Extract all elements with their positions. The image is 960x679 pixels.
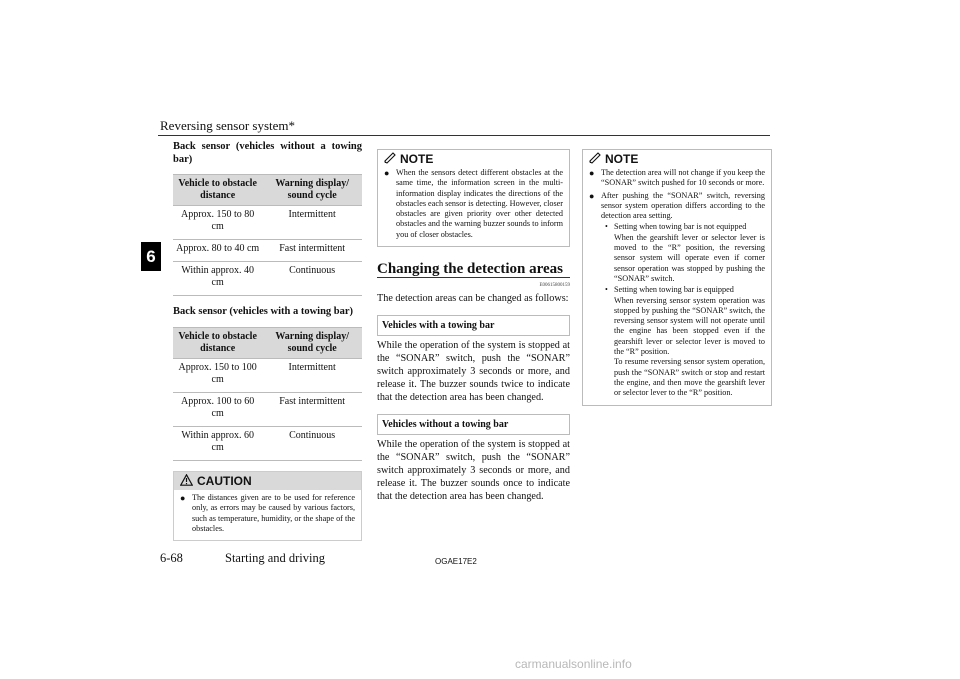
note-item-text: The detection area will not change if you keep the “SONAR” switch pushed for 10 seconds or more.	[601, 168, 765, 188]
caution-item	[174, 490, 361, 534]
column-2	[377, 149, 570, 503]
table-header-cell: Vehicle to obstacle distance	[173, 327, 262, 358]
distance-table-without-towing-bar	[173, 174, 362, 296]
bullet-icon: ●	[589, 190, 595, 201]
warning-triangle-icon	[180, 474, 193, 489]
note-item	[589, 191, 765, 399]
sub-bullet-icon: •	[605, 285, 608, 295]
table-cell: Intermittent	[262, 358, 362, 392]
bullet-icon: ●	[180, 493, 186, 503]
note-pencil-icon	[589, 152, 601, 167]
footer-doc-code: OGAE17E2	[435, 557, 477, 566]
table-header-row	[173, 327, 362, 358]
section-title-without-towing-bar: Back sensor (vehicles without a towing bar)	[173, 141, 362, 165]
sub-list-item	[601, 222, 765, 284]
section-code: E00615800159	[539, 283, 570, 289]
note-pencil-icon	[384, 152, 396, 167]
sub-item-text: When reversing sensor system operation was stopped by pushing the “SONAR” switch, the reversing sensor system will not operate until the engine has been stopped even if the gearshift lever or selector lever is moved to the “R” position.	[614, 295, 765, 357]
sub-item-text: When the gearshift lever or selector lever is moved to the “R” position, the reversing sensor system will operate even if corner sensor operation was stopped by pushing the “SONAR” switch.	[614, 232, 765, 283]
note-label: NOTE	[605, 151, 639, 166]
section-heading: Changing the detection areas	[377, 261, 563, 278]
note-item	[589, 168, 765, 189]
table-cell: Fast intermittent	[262, 392, 362, 426]
note-item	[384, 168, 563, 240]
subheading-with-towing-bar: Vehicles with a towing bar	[377, 315, 570, 336]
chapter-tab: 6	[141, 242, 161, 271]
table-cell: Approx. 150 to 80 cm	[173, 206, 262, 240]
note-item-text: After pushing the “SONAR” switch, reversing sensor system operation differs according to the detection area setting.	[601, 190, 765, 221]
caution-box	[173, 471, 362, 542]
table-row	[173, 240, 362, 262]
column-1	[173, 141, 362, 541]
table-cell: Approx. 80 to 40 cm	[173, 240, 262, 262]
table-row	[173, 206, 362, 240]
with-towing-bar-text: While the operation of the system is stopped at the “SONAR” switch, push the “SONAR” switch approximately 3 seconds or more, and release it. The buzzer sounds twice to indicate that the detection area has been changed.	[377, 340, 570, 404]
table-cell: Continuous	[262, 262, 362, 296]
table-cell: Fast intermittent	[262, 240, 362, 262]
sub-item-title: Setting when towing bar is not equipped	[614, 222, 747, 232]
caution-label: CAUTION	[197, 473, 252, 488]
column-3	[582, 149, 772, 406]
table-cell: Approx. 150 to 100 cm	[173, 358, 262, 392]
sub-list-item	[601, 285, 765, 398]
note-header	[384, 150, 563, 168]
footer-section-title: Starting and driving	[225, 551, 325, 565]
table-header-row	[173, 175, 362, 206]
section-title-with-towing-bar: Back sensor (vehicles with a towing bar)	[173, 306, 354, 317]
sub-item-title: Setting when towing bar is equipped	[614, 285, 734, 295]
table-cell: Approx. 100 to 60 cm	[173, 392, 262, 426]
table-header-cell: Vehicle to obstacle distance	[173, 175, 262, 206]
table-cell: Continuous	[262, 426, 362, 460]
without-towing-bar-text: While the operation of the system is stopped at the “SONAR” switch, push the “SONAR” switch approximately 3 seconds or more, and release it. The buzzer sounds once to indicate that the detection area has been changed.	[377, 439, 570, 503]
note-box	[582, 149, 772, 406]
table-cell: Within approx. 60 cm	[173, 426, 262, 460]
table-row	[173, 426, 362, 460]
table-cell: Intermittent	[262, 206, 362, 240]
table-cell: Within approx. 40 cm	[173, 262, 262, 296]
caution-text: The distances given are to be used for reference only, as errors may be caused by various factors, such as temperature, humidity, or the shape of the obstacles.	[192, 493, 355, 533]
table-header-cell: Warning display/ sound cycle	[262, 327, 362, 358]
table-row	[173, 392, 362, 426]
caution-header	[174, 472, 361, 491]
bullet-icon: ●	[384, 168, 390, 178]
page-number: 6-68	[160, 551, 183, 565]
table-header-cell: Warning display/ sound cycle	[262, 175, 362, 206]
subheading-without-towing-bar: Vehicles without a towing bar	[377, 414, 570, 435]
page-header-title: Reversing sensor system*	[160, 118, 296, 133]
watermark-site: carmanualsonline.info	[515, 657, 632, 671]
note-label: NOTE	[400, 151, 434, 166]
sub-bullet-icon: •	[605, 222, 608, 232]
note-text: When the sensors detect different obstacles at the same time, the information screen in the multi-information display indicates the directions of the obstacles each sensor is detecting. However, closer obstacles are given priority over other detected obstacles and the warning buzzer sounds to inform you of closer obstacles.	[396, 168, 563, 239]
intro-text: The detection areas can be changed as follows:	[377, 293, 569, 305]
bullet-icon: ●	[589, 168, 595, 178]
table-row	[173, 262, 362, 296]
table-row	[173, 358, 362, 392]
section-heading-row	[377, 263, 570, 278]
note-box	[377, 149, 570, 247]
note-header	[589, 150, 765, 168]
header-rule	[158, 135, 770, 136]
distance-table-with-towing-bar	[173, 327, 362, 461]
sub-item-text: To resume reversing sensor system operation, push the “SONAR” switch or stop and restart the engine, and then move the gearshift lever or selector lever to the “R” position.	[614, 357, 765, 398]
